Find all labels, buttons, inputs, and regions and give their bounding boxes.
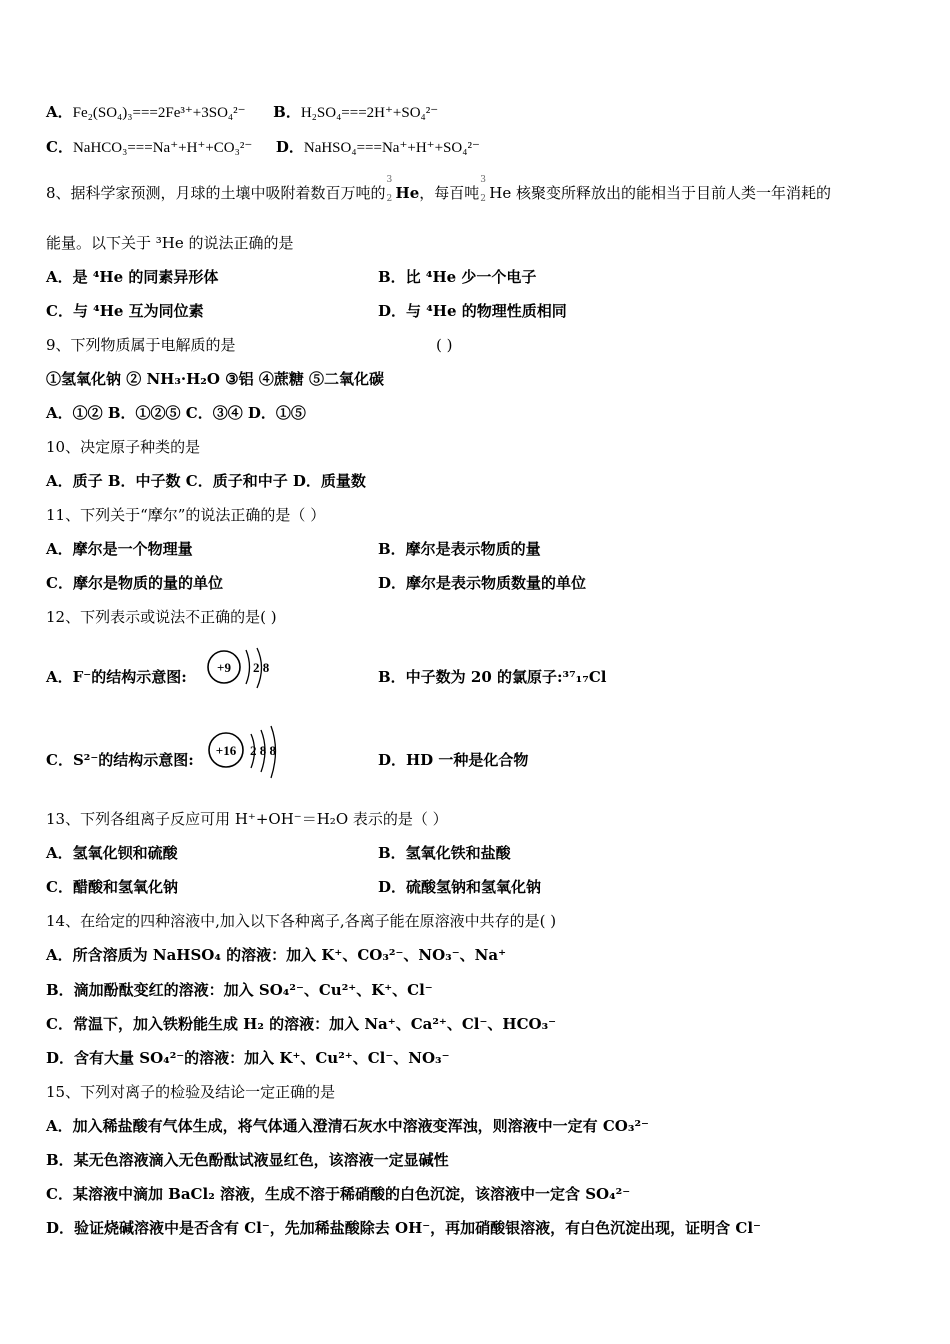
q7-option-d-text: NaHSO₄===Na⁺+H⁺+SO₄²⁻: [303, 140, 480, 156]
q7-option-a-text: Fe₂(SO₄)₃===2Fe³⁺+3SO₄²⁻: [72, 105, 246, 121]
q15-option-c: C．某溶液中滴加 BaCl₂ 溶液，生成不溶于稀硝酸的白色沉淀，该溶液中一定含 SO₄²⁻: [46, 1185, 631, 1203]
q8-option-c: C．与 ⁴He 互为同位素: [46, 302, 204, 320]
q15-option-d: D．验证烧碱溶液中是否含有 Cl⁻，先加稀盐酸除去 OH⁻，再加硝酸银溶液，有白色沉淀出现，证明含 Cl⁻: [46, 1219, 761, 1237]
q8-option-a: A．是 ⁴He 的同素异形体: [46, 268, 219, 286]
q14-option-d: D．含有大量 SO₄²⁻的溶液：加入 K⁺、Cu²⁺、Cl⁻、NO₃⁻: [46, 1049, 450, 1067]
q8-stem-line1: [46, 175, 832, 204]
q9-items: ①氢氧化钠 ② NH₃·H₂O ③铝 ④蔗糖 ⑤二氧化碳: [46, 370, 385, 388]
fluoride-structure-diagram: [204, 646, 274, 696]
electron-counts: 2 8: [253, 660, 270, 675]
q11-option-b: B．摩尔是表示物质的量: [378, 540, 541, 558]
nuclide-atomic: 2: [480, 194, 487, 204]
q7-option-b-text: H₂SO₄===2H⁺+SO₄²⁻: [300, 105, 439, 121]
q13-stem: 13、下列各组离子反应可用 H⁺+OH⁻＝H₂O 表示的是（ ）: [46, 810, 448, 828]
q11-option-a: A．摩尔是一个物理量: [46, 540, 193, 558]
q12-option-b: B．中子数为 20 的氯原子:³⁷₁₇Cl: [378, 668, 607, 686]
q7-option-b-label: B．: [273, 103, 301, 121]
q8-nuclide-1: [386, 175, 396, 204]
q8-stem-part2: ，每百吨: [419, 184, 480, 202]
nucleus-charge: +16: [215, 743, 237, 758]
sulfide-structure-diagram: [206, 722, 286, 782]
nuclide-mass: 3: [386, 175, 393, 185]
q9-paren: ( ): [436, 336, 453, 354]
nuclide-mass: 3: [480, 175, 487, 185]
q8-stem-part3: He 核聚变所释放出的能相当于目前人类一年消耗的: [489, 184, 832, 202]
q13-option-b: B．氢氧化铁和盐酸: [378, 844, 511, 862]
q15-option-b: B．某无色溶液滴入无色酚酞试液显红色，该溶液一定显碱性: [46, 1151, 449, 1169]
q12-option-c: C．S²⁻的结构示意图:: [46, 751, 194, 769]
q12-stem: 12、下列表示或说法不正确的是( ): [46, 608, 277, 626]
q12-option-a: A．F⁻的结构示意图:: [46, 668, 187, 686]
q14-option-a: A．所含溶质为 NaHSO₄ 的溶液：加入 K⁺、CO₃²⁻、NO₃⁻、Na⁺: [46, 946, 507, 964]
q7-option-a-label: A．: [46, 103, 73, 121]
q11-option-c: C．摩尔是物质的量的单位: [46, 574, 223, 592]
electron-counts: 2 8 8: [250, 743, 276, 758]
q8-option-b: B．比 ⁴He 少一个电子: [378, 268, 537, 286]
q10-stem: 10、决定原子种类的是: [46, 438, 201, 456]
q7-option-row-2: [46, 137, 480, 158]
q13-option-c: C．醋酸和氢氧化钠: [46, 878, 178, 896]
q8-option-d: D．与 ⁴He 的物理性质相同: [378, 302, 567, 320]
electron-shell-1: [246, 650, 250, 684]
q8-stem-line2: 能量。以下关于 ³He 的说法正确的是: [46, 234, 294, 252]
q7-option-c-label: C．: [46, 138, 73, 156]
q10-options: A．质子 B．中子数 C．质子和中子 D．质量数: [46, 472, 366, 490]
q7-option-c-text: NaHCO₃===Na⁺+H⁺+CO₃²⁻: [72, 140, 253, 156]
q12-option-d: D．HD 一种是化合物: [378, 751, 529, 769]
q7-option-d-label: D．: [275, 138, 304, 156]
q14-option-c: C．常温下，加入铁粉能生成 H₂ 的溶液：加入 Na⁺、Ca²⁺、Cl⁻、HCO₃⁻: [46, 1015, 557, 1033]
q11-option-d: D．摩尔是表示物质数量的单位: [378, 574, 587, 592]
nuclide-atomic: 2: [386, 194, 393, 204]
q14-option-b: B．滴加酚酞变红的溶液：加入 SO₄²⁻、Cu²⁺、K⁺、Cl⁻: [46, 981, 433, 999]
q13-option-d: D．硫酸氢钠和氢氧化钠: [378, 878, 542, 896]
q9-options: A．①② B．①②⑤ C．③④ D．①⑤: [46, 404, 306, 422]
nucleus-charge: +9: [217, 660, 231, 675]
q9-stem: 9、下列物质属于电解质的是: [46, 336, 236, 354]
q7-option-row-1: [46, 102, 438, 123]
q14-stem: 14、在给定的四种溶液中,加入以下各种离子,各离子能在原溶液中共存的是( ): [46, 912, 557, 930]
q11-stem: 11、下列关于“摩尔”的说法正确的是（ ）: [46, 506, 326, 524]
q13-option-a: A．氢氧化钡和硫酸: [46, 844, 178, 862]
q8-stem-part1: 8、据科学家预测，月球的土壤中吸附着数百万吨的: [46, 184, 386, 202]
q8-nuclide-2: [479, 175, 489, 204]
q8-he: He: [395, 184, 420, 202]
q15-stem: 15、下列对离子的检验及结论一定正确的是: [46, 1083, 336, 1101]
q15-option-a: A．加入稀盐酸有气体生成，将气体通入澄清石灰水中溶液变浑浊，则溶液中一定有 CO₃²⁻: [46, 1117, 649, 1135]
